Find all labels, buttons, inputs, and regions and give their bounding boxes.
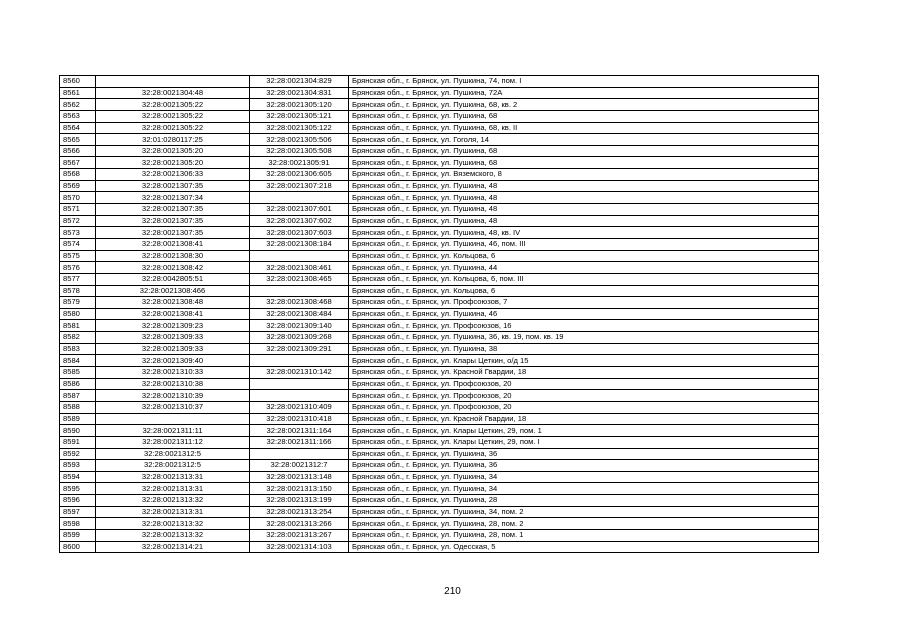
building-cadastral-number-cell: 32:28:0021310:409	[250, 401, 349, 413]
building-cadastral-number-cell: 32:28:0021311:166	[250, 436, 349, 448]
row-number-cell: 8592	[60, 448, 96, 460]
address-cell: Брянская обл., г. Брянск, ул. Пушкина, 68, кв. 2	[349, 99, 819, 111]
building-cadastral-number-cell: 32:28:0021307:218	[250, 180, 349, 192]
table-row	[60, 495, 819, 507]
row-number-cell: 8586	[60, 378, 96, 390]
address-cell: Брянская обл., г. Брянск, ул. Красной Гвардии, 18	[349, 367, 819, 379]
land-cadastral-number-cell: 32:28:0021309:23	[96, 320, 250, 332]
building-cadastral-number-cell: 32:28:0021307:601	[250, 204, 349, 216]
land-cadastral-number-cell: 32:01:0280117:25	[96, 134, 250, 146]
table-row	[60, 110, 819, 122]
address-cell: Брянская обл., г. Брянск, ул. Пушкина, 68	[349, 110, 819, 122]
row-number-cell: 8593	[60, 460, 96, 472]
table-row	[60, 157, 819, 169]
address-cell: Брянская обл., г. Брянск, ул. Профсоюзов, 20	[349, 390, 819, 402]
table-row	[60, 250, 819, 262]
building-cadastral-number-cell: 32:28:0021305:506	[250, 134, 349, 146]
table-row	[60, 343, 819, 355]
table-row	[60, 483, 819, 495]
address-cell: Брянская обл., г. Брянск, ул. Пушкина, 72А	[349, 87, 819, 99]
building-cadastral-number-cell: 32:28:0021313:266	[250, 518, 349, 530]
table-row	[60, 204, 819, 216]
address-cell: Брянская обл., г. Брянск, ул. Вяземского, 8	[349, 169, 819, 181]
address-cell: Брянская обл., г. Брянск, ул. Пушкина, 28	[349, 495, 819, 507]
row-number-cell: 8588	[60, 401, 96, 413]
land-cadastral-number-cell: 32:28:0021312:5	[96, 460, 250, 472]
building-cadastral-number-cell: 32:28:0021310:418	[250, 413, 349, 425]
address-cell: Брянская обл., г. Брянск, ул. Пушкина, 74, пом. I	[349, 76, 819, 88]
address-cell: Брянская обл., г. Брянск, ул. Пушкина, 28, пом. 2	[349, 518, 819, 530]
row-number-cell: 8595	[60, 483, 96, 495]
table-row	[60, 436, 819, 448]
address-cell: Брянская обл., г. Брянск, ул. Клары Цеткин, о/д 15	[349, 355, 819, 367]
address-cell: Брянская обл., г. Брянск, ул. Одесская, 5	[349, 541, 819, 553]
address-cell: Брянская обл., г. Брянск, ул. Пушкина, 68	[349, 157, 819, 169]
building-cadastral-number-cell	[250, 192, 349, 204]
land-cadastral-number-cell: 32:28:0021307:35	[96, 204, 250, 216]
row-number-cell: 8582	[60, 332, 96, 344]
row-number-cell: 8576	[60, 262, 96, 274]
address-cell: Брянская обл., г. Брянск, ул. Пушкина, 48	[349, 180, 819, 192]
row-number-cell: 8562	[60, 99, 96, 111]
land-cadastral-number-cell: 32:28:0021309:33	[96, 343, 250, 355]
building-cadastral-number-cell: 32:28:0021308:484	[250, 308, 349, 320]
address-cell: Брянская обл., г. Брянск, ул. Профсоюзов, 16	[349, 320, 819, 332]
address-cell: Брянская обл., г. Брянск, ул. Пушкина, 68	[349, 145, 819, 157]
building-cadastral-number-cell: 32:28:0021309:268	[250, 332, 349, 344]
land-cadastral-number-cell: 32:28:0021305:22	[96, 99, 250, 111]
table-row	[60, 425, 819, 437]
building-cadastral-number-cell	[250, 378, 349, 390]
table-row	[60, 378, 819, 390]
table-row	[60, 390, 819, 402]
table-row	[60, 308, 819, 320]
address-cell: Брянская обл., г. Брянск, ул. Пушкина, 34	[349, 471, 819, 483]
table-row	[60, 460, 819, 472]
building-cadastral-number-cell: 32:28:0021313:150	[250, 483, 349, 495]
table-row	[60, 227, 819, 239]
row-number-cell: 8579	[60, 297, 96, 309]
land-cadastral-number-cell: 32:28:0021312:5	[96, 448, 250, 460]
table-row	[60, 320, 819, 332]
row-number-cell: 8585	[60, 367, 96, 379]
row-number-cell: 8590	[60, 425, 96, 437]
address-cell: Брянская обл., г. Брянск, ул. Пушкина, 36	[349, 448, 819, 460]
building-cadastral-number-cell	[250, 250, 349, 262]
row-number-cell: 8594	[60, 471, 96, 483]
land-cadastral-number-cell	[96, 413, 250, 425]
address-cell: Брянская обл., г. Брянск, ул. Профсоюзов, 20	[349, 401, 819, 413]
building-cadastral-number-cell: 32:28:0021313:199	[250, 495, 349, 507]
row-number-cell: 8589	[60, 413, 96, 425]
land-cadastral-number-cell: 32:28:0021310:39	[96, 390, 250, 402]
table-row	[60, 529, 819, 541]
building-cadastral-number-cell: 32:28:0021305:120	[250, 99, 349, 111]
row-number-cell: 8574	[60, 238, 96, 250]
row-number-cell: 8578	[60, 285, 96, 297]
address-cell: Брянская обл., г. Брянск, ул. Пушкина, 46	[349, 308, 819, 320]
row-number-cell: 8580	[60, 308, 96, 320]
row-number-cell: 8598	[60, 518, 96, 530]
row-number-cell: 8575	[60, 250, 96, 262]
land-cadastral-number-cell: 32:28:0021308:42	[96, 262, 250, 274]
table-row	[60, 76, 819, 88]
land-cadastral-number-cell: 32:28:0021307:35	[96, 215, 250, 227]
table-row	[60, 169, 819, 181]
land-cadastral-number-cell: 32:28:0021306:33	[96, 169, 250, 181]
address-cell: Брянская обл., г. Брянск, ул. Гоголя, 14	[349, 134, 819, 146]
table-row	[60, 541, 819, 553]
row-number-cell: 8583	[60, 343, 96, 355]
table-row	[60, 134, 819, 146]
table-row	[60, 413, 819, 425]
address-cell: Брянская обл., г. Брянск, ул. Пушкина, 48	[349, 215, 819, 227]
table-row	[60, 506, 819, 518]
table-row	[60, 448, 819, 460]
land-cadastral-number-cell: 32:28:0021304:48	[96, 87, 250, 99]
building-cadastral-number-cell: 32:28:0021304:829	[250, 76, 349, 88]
table-row	[60, 238, 819, 250]
building-cadastral-number-cell: 32:28:0021314:103	[250, 541, 349, 553]
land-cadastral-number-cell: 32:28:0021313:31	[96, 483, 250, 495]
table-row	[60, 367, 819, 379]
land-cadastral-number-cell	[96, 76, 250, 88]
row-number-cell: 8570	[60, 192, 96, 204]
row-number-cell: 8581	[60, 320, 96, 332]
address-cell: Брянская обл., г. Брянск, ул. Пушкина, 36, кв. 19, пом. кв. 19	[349, 332, 819, 344]
table-body	[60, 76, 819, 553]
table-row	[60, 332, 819, 344]
address-cell: Брянская обл., г. Брянск, ул. Пушкина, 36	[349, 460, 819, 472]
building-cadastral-number-cell: 32:28:0021308:468	[250, 297, 349, 309]
land-cadastral-number-cell: 32:28:0042805:51	[96, 273, 250, 285]
row-number-cell: 8597	[60, 506, 96, 518]
building-cadastral-number-cell	[250, 448, 349, 460]
table-row	[60, 401, 819, 413]
building-cadastral-number-cell: 32:28:0021313:254	[250, 506, 349, 518]
row-number-cell: 8600	[60, 541, 96, 553]
table-row	[60, 87, 819, 99]
row-number-cell: 8591	[60, 436, 96, 448]
building-cadastral-number-cell: 32:28:0021308:461	[250, 262, 349, 274]
table-row	[60, 285, 819, 297]
row-number-cell: 8565	[60, 134, 96, 146]
table-row	[60, 122, 819, 134]
building-cadastral-number-cell: 32:28:0021308:184	[250, 238, 349, 250]
row-number-cell: 8560	[60, 76, 96, 88]
address-cell: Брянская обл., г. Брянск, ул. Пушкина, 68, кв. II	[349, 122, 819, 134]
address-cell: Брянская обл., г. Брянск, ул. Профсоюзов, 20	[349, 378, 819, 390]
building-cadastral-number-cell	[250, 285, 349, 297]
land-cadastral-number-cell: 32:28:0021313:32	[96, 529, 250, 541]
building-cadastral-number-cell: 32:28:0021305:508	[250, 145, 349, 157]
land-cadastral-number-cell: 32:28:0021313:31	[96, 471, 250, 483]
address-cell: Брянская обл., г. Брянск, ул. Пушкина, 44	[349, 262, 819, 274]
building-cadastral-number-cell	[250, 355, 349, 367]
row-number-cell: 8599	[60, 529, 96, 541]
row-number-cell: 8571	[60, 204, 96, 216]
row-number-cell: 8569	[60, 180, 96, 192]
address-cell: Брянская обл., г. Брянск, ул. Пушкина, 46, пом. III	[349, 238, 819, 250]
address-cell: Брянская обл., г. Брянск, ул. Пушкина, 34, пом. 2	[349, 506, 819, 518]
building-cadastral-number-cell: 32:28:0021306:605	[250, 169, 349, 181]
table-row	[60, 262, 819, 274]
land-cadastral-number-cell: 32:28:0021307:34	[96, 192, 250, 204]
address-cell: Брянская обл., г. Брянск, ул. Кольцова, 6, пом. III	[349, 273, 819, 285]
table-row	[60, 215, 819, 227]
land-cadastral-number-cell: 32:28:0021313:31	[96, 506, 250, 518]
land-cadastral-number-cell: 32:28:0021309:40	[96, 355, 250, 367]
row-number-cell: 8564	[60, 122, 96, 134]
table-row	[60, 145, 819, 157]
table-row	[60, 471, 819, 483]
land-cadastral-number-cell: 32:28:0021309:33	[96, 332, 250, 344]
building-cadastral-number-cell: 32:28:0021305:91	[250, 157, 349, 169]
row-number-cell: 8567	[60, 157, 96, 169]
land-cadastral-number-cell: 32:28:0021305:20	[96, 145, 250, 157]
land-cadastral-number-cell: 32:28:0021311:11	[96, 425, 250, 437]
address-cell: Брянская обл., г. Брянск, ул. Пушкина, 34	[349, 483, 819, 495]
address-cell: Брянская обл., г. Брянск, ул. Пушкина, 48, кв. IV	[349, 227, 819, 239]
address-cell: Брянская обл., г. Брянск, ул. Пушкина, 48	[349, 192, 819, 204]
row-number-cell: 8561	[60, 87, 96, 99]
page-number: 210	[444, 586, 461, 597]
row-number-cell: 8566	[60, 145, 96, 157]
building-cadastral-number-cell: 32:28:0021305:122	[250, 122, 349, 134]
building-cadastral-number-cell: 32:28:0021304:831	[250, 87, 349, 99]
building-cadastral-number-cell: 32:28:0021309:140	[250, 320, 349, 332]
property-register-table	[59, 75, 819, 553]
land-cadastral-number-cell: 32:28:0021311:12	[96, 436, 250, 448]
address-cell: Брянская обл., г. Брянск, ул. Красной Гвардии, 18	[349, 413, 819, 425]
building-cadastral-number-cell: 32:28:0021308:465	[250, 273, 349, 285]
row-number-cell: 8596	[60, 495, 96, 507]
building-cadastral-number-cell: 32:28:0021310:142	[250, 367, 349, 379]
land-cadastral-number-cell: 32:28:0021307:35	[96, 227, 250, 239]
land-cadastral-number-cell: 32:28:0021314:21	[96, 541, 250, 553]
land-cadastral-number-cell: 32:28:0021313:32	[96, 495, 250, 507]
row-number-cell: 8563	[60, 110, 96, 122]
land-cadastral-number-cell: 32:28:0021305:22	[96, 122, 250, 134]
land-cadastral-number-cell: 32:28:0021308:41	[96, 308, 250, 320]
building-cadastral-number-cell: 32:28:0021307:602	[250, 215, 349, 227]
building-cadastral-number-cell: 32:28:0021305:121	[250, 110, 349, 122]
table-row	[60, 297, 819, 309]
land-cadastral-number-cell: 32:28:0021310:33	[96, 367, 250, 379]
table-row	[60, 518, 819, 530]
address-cell: Брянская обл., г. Брянск, ул. Кольцова, 6	[349, 285, 819, 297]
row-number-cell: 8584	[60, 355, 96, 367]
building-cadastral-number-cell: 32:28:0021313:148	[250, 471, 349, 483]
address-cell: Брянская обл., г. Брянск, ул. Пушкина, 28, пом. 1	[349, 529, 819, 541]
land-cadastral-number-cell: 32:28:0021308:41	[96, 238, 250, 250]
address-cell: Брянская обл., г. Брянск, ул. Клары Цеткин, 29, пом. I	[349, 436, 819, 448]
address-cell: Брянская обл., г. Брянск, ул. Профсоюзов, 7	[349, 297, 819, 309]
table-row	[60, 355, 819, 367]
row-number-cell: 8577	[60, 273, 96, 285]
building-cadastral-number-cell: 32:28:0021311:164	[250, 425, 349, 437]
address-cell: Брянская обл., г. Брянск, ул. Кольцова, 6	[349, 250, 819, 262]
address-cell: Брянская обл., г. Брянск, ул. Пушкина, 38	[349, 343, 819, 355]
row-number-cell: 8568	[60, 169, 96, 181]
building-cadastral-number-cell: 32:28:0021312:7	[250, 460, 349, 472]
land-cadastral-number-cell: 32:28:0021308:30	[96, 250, 250, 262]
address-cell: Брянская обл., г. Брянск, ул. Клары Цеткин, 29, пом. 1	[349, 425, 819, 437]
row-number-cell: 8572	[60, 215, 96, 227]
land-cadastral-number-cell: 32:28:0021310:37	[96, 401, 250, 413]
land-cadastral-number-cell: 32:28:0021310:38	[96, 378, 250, 390]
row-number-cell: 8573	[60, 227, 96, 239]
building-cadastral-number-cell: 32:28:0021313:267	[250, 529, 349, 541]
land-cadastral-number-cell: 32:28:0021308:466	[96, 285, 250, 297]
table-row	[60, 273, 819, 285]
land-cadastral-number-cell: 32:28:0021307:35	[96, 180, 250, 192]
land-cadastral-number-cell: 32:28:0021313:32	[96, 518, 250, 530]
building-cadastral-number-cell: 32:28:0021309:291	[250, 343, 349, 355]
land-cadastral-number-cell: 32:28:0021305:20	[96, 157, 250, 169]
address-cell: Брянская обл., г. Брянск, ул. Пушкина, 48	[349, 204, 819, 216]
land-cadastral-number-cell: 32:28:0021305:22	[96, 110, 250, 122]
table-row	[60, 180, 819, 192]
building-cadastral-number-cell: 32:28:0021307:603	[250, 227, 349, 239]
table-row	[60, 192, 819, 204]
building-cadastral-number-cell	[250, 390, 349, 402]
row-number-cell: 8587	[60, 390, 96, 402]
land-cadastral-number-cell: 32:28:0021308:48	[96, 297, 250, 309]
table-row	[60, 99, 819, 111]
